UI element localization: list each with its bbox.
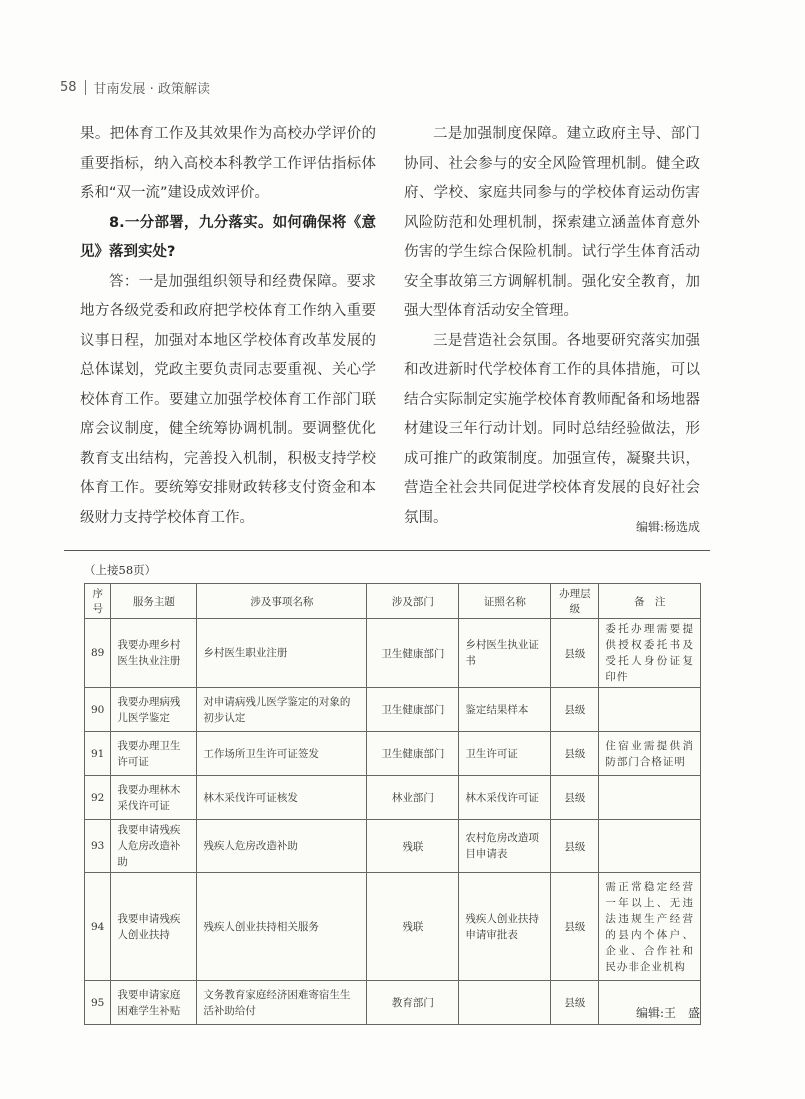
col-header: 涉及部门 [367,584,459,619]
row-number: 91 [85,732,111,776]
certificate-name: 乡村医生执业证书 [459,619,551,688]
handling-level: 县级 [551,619,599,688]
remark: 需正常稳定经营一年以上、无违法违规生产经营的县内个体户、企业、合作社和民办非企业机构 [599,873,701,981]
running-header [60,78,210,97]
col-header: 办理层级 [551,584,599,619]
handling-level: 县级 [551,820,599,873]
remark [599,688,701,732]
col-header: 备 注 [599,584,701,619]
question-heading: 8.一分部署，九分落实。如何确保将《意见》落到实处? [80,214,376,260]
right-paragraph-1: 二是加强制度保障。建立政府主导、部门协同、社会参与的安全风险管理机制。健全政府、学校、家庭共同参与的学校体育运动伤害风险防范和处理机制，探索建立涵盖体育意外伤害的学生综合保险机制。试行学生体育活动安全事故第三方调解机制。强化安全教育，加强大型体育活动安全管理。 [404,126,700,319]
remark [599,776,701,820]
right-paragraph-2: 三是营造社会氛围。各地要研究落实加强和改进新时代学校体育工作的具体措施，可以结合实际制定实施学校体育教师配备和场地器材建设三年行动计划。同时总结经验做法，形成可推广的政策制度。加强宣传，凝聚共识，营造全社会共同促进学校体育发展的良好社会氛围。 [404,332,700,526]
row-number: 94 [85,873,111,981]
service-topic: 我要办理卫生许可证 [111,732,197,776]
col-header: 涉及事项名称 [197,584,367,619]
service-topic: 我要办理乡村医生执业注册 [111,619,197,688]
table-row [85,732,701,776]
left-paragraph-1: 果。把体育工作及其效果作为高校办学评价的重要指标，纳入高校本科教学工作评估指标体系和“双一流”建设成效评价。 [80,126,376,201]
table-row [85,873,701,981]
continued-note: （上接58页） [84,563,157,577]
service-topic: 我要申请家庭困难学生补贴 [111,981,197,1025]
service-topic: 我要办理林木采伐许可证 [111,776,197,820]
row-number: 95 [85,981,111,1025]
department: 残联 [367,820,459,873]
row-number: 89 [85,619,111,688]
table-header-row [85,584,701,619]
department: 教育部门 [367,981,459,1025]
page-number: 58 [60,80,77,95]
row-number: 93 [85,820,111,873]
handling-level: 县级 [551,873,599,981]
certificate-name: 残疾人创业扶持申请审批表 [459,873,551,981]
table-row [85,820,701,873]
remark [599,820,701,873]
row-number: 92 [85,776,111,820]
handling-level: 县级 [551,688,599,732]
certificate-name: 鉴定结果样本 [459,688,551,732]
handling-level: 县级 [551,732,599,776]
row-number: 90 [85,688,111,732]
handling-level: 县级 [551,981,599,1025]
service-topic: 我要申请残疾人创业扶持 [111,873,197,981]
department: 林业部门 [367,776,459,820]
service-topic: 我要申请残疾人危房改造补助 [111,820,197,873]
item-name: 残疾人创业扶持相关服务 [197,873,367,981]
department: 卫生健康部门 [367,688,459,732]
left-column [80,120,376,533]
answer-paragraph: 答：一是加强组织领导和经费保障。要求地方各级党委和政府把学校体育工作纳入重要议事日程，加强对本地区学校体育改革发展的总体谋划，党政主要负责同志要重视、关心学校体育工作。要建立加强学校体育工作部门联席会议制度，健全统筹协调机制。要调整优化教育支出结构，完善投入机制，积极支持学校体育工作。要统筹安排财政转移支付资金和本级财力支持学校体育工作。 [80,273,376,526]
certificate-name: 林木采伐许可证 [459,776,551,820]
certificate-name: 卫生许可证 [459,732,551,776]
table-row [85,776,701,820]
item-name: 文务教育家庭经济困难寄宿生生活补助给付 [197,981,367,1025]
col-header: 证照名称 [459,584,551,619]
col-header: 服务主题 [111,584,197,619]
department: 卫生健康部门 [367,732,459,776]
service-topic: 我要办理病残儿医学鉴定 [111,688,197,732]
remark: 委托办理需要提供授权委托书及受托人身份证复印件 [599,619,701,688]
remark: 住宿业需提供消防部门合格证明 [599,732,701,776]
certificate-name: 农村危房改造项目申请表 [459,820,551,873]
item-name: 工作场所卫生许可证签发 [197,732,367,776]
item-name: 对申请病残儿医学鉴定的对象的初步认定 [197,688,367,732]
item-name: 乡村医生职业注册 [197,619,367,688]
service-table [84,583,701,1025]
table-row [85,688,701,732]
section-title: 甘南发展 · 政策解读 [93,82,210,97]
right-column [404,120,700,533]
table-row [85,619,701,688]
item-name: 林木采伐许可证核发 [197,776,367,820]
item-name: 残疾人危房改造补助 [197,820,367,873]
col-header: 序号 [85,584,111,619]
section-divider [64,550,710,551]
editor-credit-bottom: 编辑:王 盛 [635,1006,700,1020]
header-divider [85,80,86,95]
department: 残联 [367,873,459,981]
certificate-name [459,981,551,1025]
department: 卫生健康部门 [367,619,459,688]
editor-credit-top: 编辑:杨选成 [635,520,700,534]
handling-level: 县级 [551,776,599,820]
